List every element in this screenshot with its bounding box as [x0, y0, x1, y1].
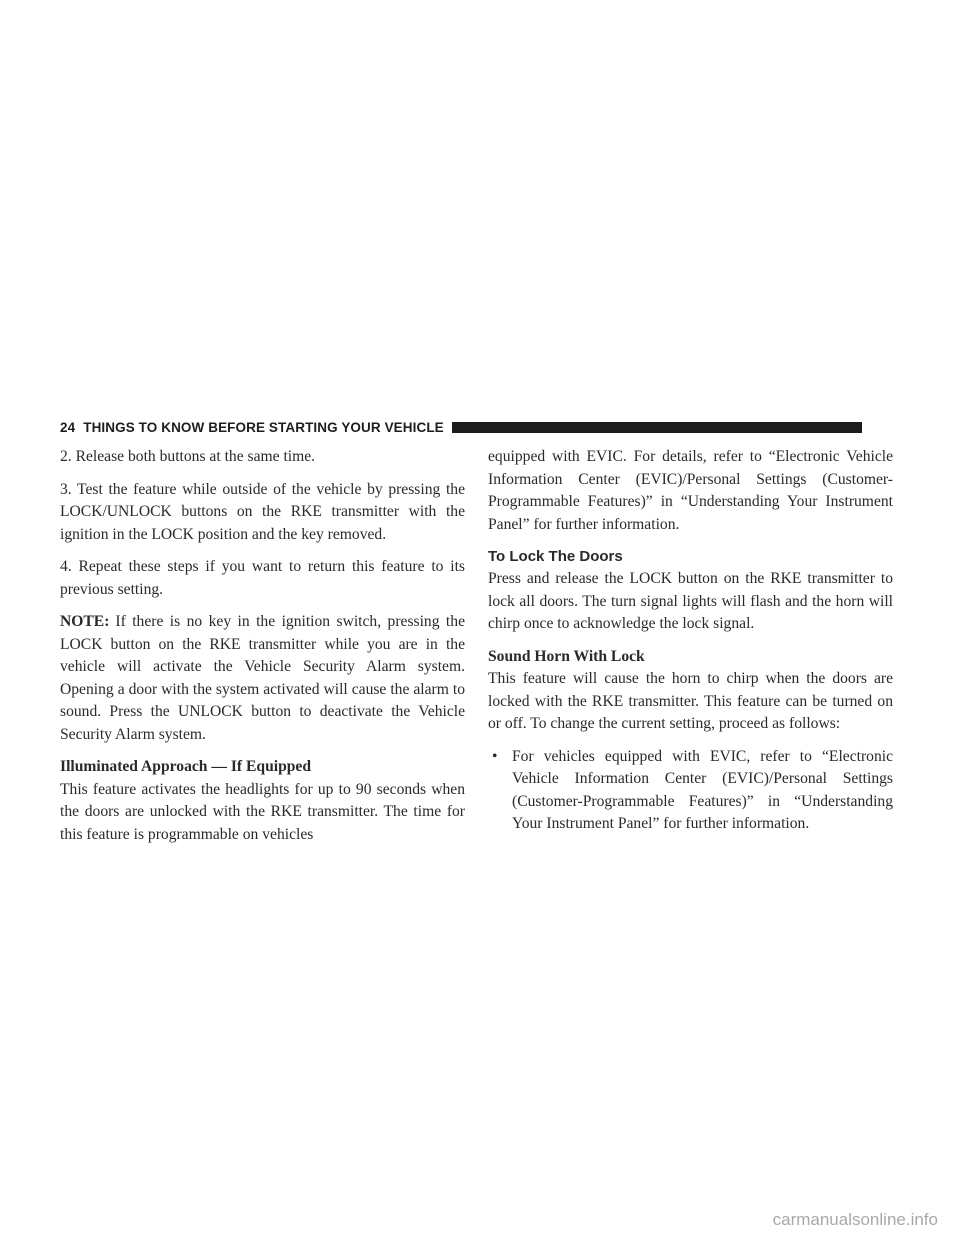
- page-number: 24: [60, 419, 76, 435]
- lock-doors-heading: To Lock The Doors: [488, 548, 623, 565]
- step-3: 3. Test the feature while outside of the vehicle by pressing the LOCK/UNLOCK buttons on the RKE transmitter with the ignition in the LOCK position and the key removed.: [60, 480, 465, 543]
- bullet-text: For vehicles equipped with EVIC, refer to “Electronic Vehicle Information Center (EVIC)/Personal Settings (Customer-Programmable Features)” in “Understanding Your Instrument Panel” for further information.: [512, 747, 893, 832]
- header-rule: [452, 422, 862, 433]
- note-label: NOTE:: [60, 613, 110, 630]
- step-2: 2. Release both buttons at the same time.: [60, 448, 316, 465]
- list-item: [488, 746, 893, 836]
- step-4: 4. Repeat these steps if you want to return this feature to its previous setting.: [60, 558, 465, 598]
- sound-horn-heading: Sound Horn With Lock: [488, 647, 645, 665]
- lock-doors-text: Press and release the LOCK button on the RKE transmitter to lock all doors. The turn signal lights will flash and the horn will chirp once to acknowledge the lock signal.: [488, 570, 893, 632]
- bullet-icon: •: [492, 747, 498, 765]
- continued-text: equipped with EVIC. For details, refer to “Electronic Vehicle Information Center (EVIC)/Personal Settings (Customer-Programmable Features)” in “Understanding Your Instrument Panel” for further information.: [488, 448, 893, 533]
- illuminated-approach-heading: Illuminated Approach — If Equipped: [60, 758, 312, 775]
- note-text: If there is no key in the ignition switch, pressing the LOCK button on the RKE transmitter while you are in the vehicle will activate the Vehicle Security Alarm system. Opening a door with the system activated will cause the alarm to sound. Press the UNLOCK button to deactivate the Vehicle Security Alarm system.: [60, 613, 465, 743]
- sound-horn-text: This feature will cause the horn to chirp when the doors are locked with the RKE transmitter. This feature can be turned on or off. To change the current setting, proceed as follows:: [488, 670, 893, 732]
- right-column: [488, 446, 893, 836]
- note-paragraph: [60, 611, 465, 746]
- left-column: [60, 446, 465, 846]
- illuminated-approach-text: This feature activates the headlights for up to 90 seconds when the doors are unlocked with the RKE transmitter. The time for this feature is programmable on vehicles: [60, 780, 465, 843]
- watermark: carmanualsonline.info: [772, 1210, 938, 1229]
- page-header: [60, 418, 862, 436]
- section-title: THINGS TO KNOW BEFORE STARTING YOUR VEHICLE: [83, 419, 444, 435]
